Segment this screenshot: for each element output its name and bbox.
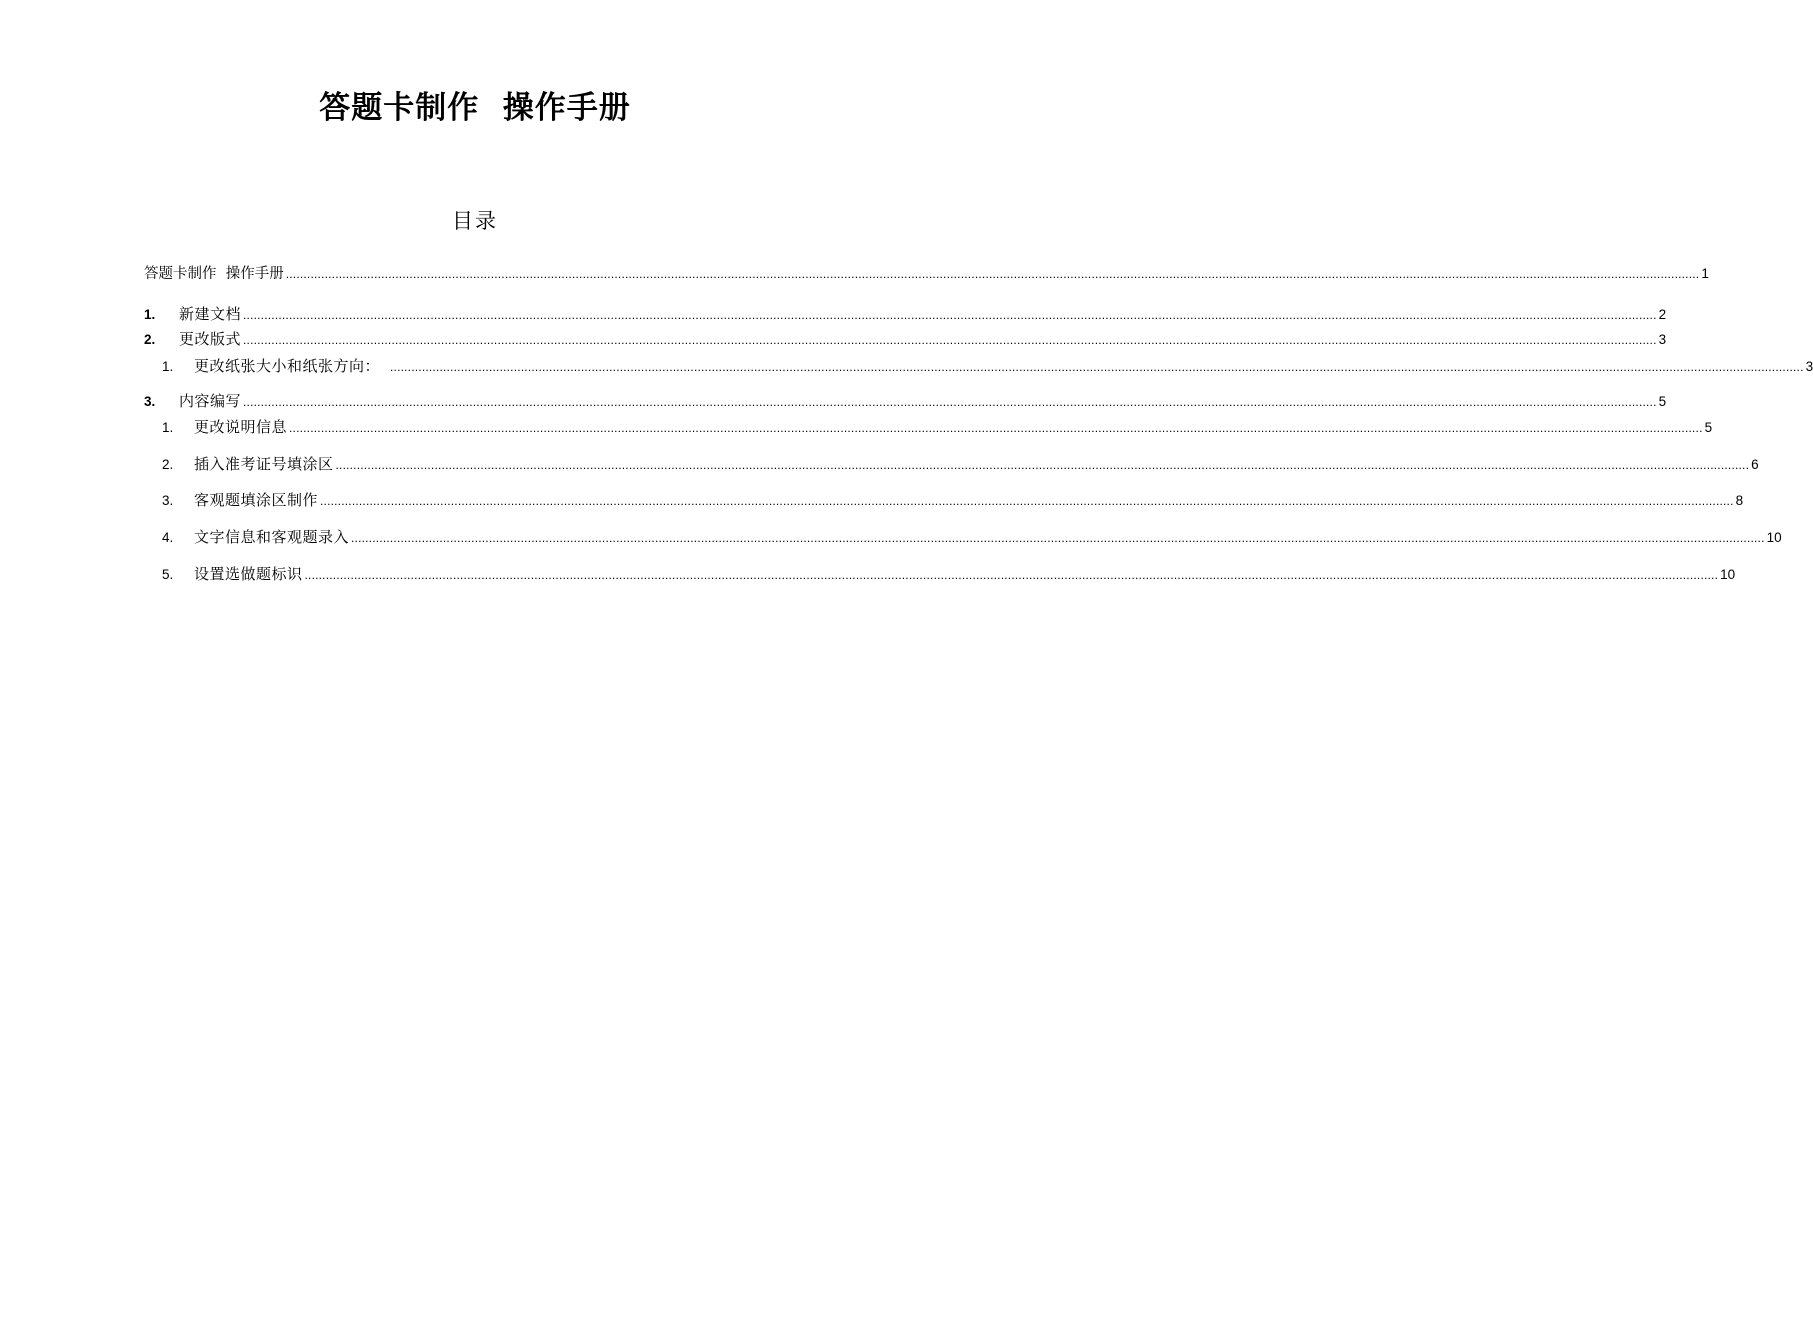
toc-leader-dots: ................................................................................................................................................................................................................................................................................................................................................................................................................ [243,395,1657,409]
toc-entry-text: 更改说明信息 [194,418,288,436]
toc-page-number: 10 [1766,530,1782,545]
toc-entry-number: 1. [144,307,156,322]
toc-entry-number: 2. [162,457,174,472]
toc-entry-number: 2. [144,332,156,347]
document-title: 答题卡制作 操作手册 [319,90,631,126]
toc-leader-dots: ................................................................................................................................................................................................................................................................................................................................................................................................................ [351,531,1765,545]
toc-entry-change-layout[interactable] [144,327,1667,351]
toc-page-number: 2 [1658,307,1667,322]
toc-leader-dots: ................................................................................................................................................................................................................................................................................................................................................................................................................ [243,308,1657,322]
toc-leader-dots: ................................................................................................................................................................................................................................................................................................................................................................................................................ [335,458,1750,472]
toc-page-number: 3 [1658,332,1667,347]
toc-entry-text: 设置选做题标识 [194,565,303,583]
toc-entry-description-info[interactable] [162,415,1713,439]
toc-entry-optional-marker[interactable] [162,562,1736,586]
toc-entry-objective-area[interactable] [162,488,1744,512]
toc-entry-text: 客观题填涂区制作 [194,491,319,509]
toc-entry-text: 文字信息和客观题录入 [194,528,350,546]
toc-entry-content-writing[interactable] [144,389,1667,413]
toc-page-number: 5 [1704,420,1713,435]
toc-entry-text-input[interactable] [162,525,1782,549]
toc-entry-number: 3. [144,394,156,409]
toc-entry-number: 4. [162,530,174,545]
toc-entry-number: 3. [162,493,174,508]
toc-leader-dots: ................................................................................................................................................................................................................................................................................................................................................................................................................ [289,421,1703,435]
toc-page-number: 6 [1751,457,1759,472]
toc-leader-dots: ................................................................................................................................................................................................................................................................................................................................................................................................................ [320,494,1734,508]
toc-entry-text: 更改版式 [179,330,242,348]
toc-leader-dots: ................................................................................................................................................................................................................................................................................................................................................................................................................ [243,333,1657,347]
toc-leader-dots: ................................................................................................................................................................................................................................................................................................................................................................................................................ [390,360,1804,374]
toc-entry-new-document[interactable] [144,302,1667,326]
toc-leader-dots: ................................................................................................................................................................................................................................................................................................................................................................................................................ [285,267,1700,281]
toc-entry-admission-number[interactable] [162,452,1759,476]
toc-heading: 目录 [452,209,498,233]
toc-entry-text: 更改纸张大小和纸张方向： [194,357,381,375]
toc-page-number: 8 [1735,493,1744,508]
toc-page-number: 5 [1658,394,1667,409]
toc-entry-text: 新建文档 [179,305,242,323]
toc-entry-paper-size[interactable] [162,354,1813,378]
toc-page-number: 10 [1720,567,1736,582]
toc-page-number: 3 [1805,359,1813,374]
toc-page-number: 1 [1701,266,1709,281]
toc-entry-number: 5. [162,567,174,582]
toc-entry-text: 插入准考证号填涂区 [194,455,334,473]
toc-entry-document-title[interactable] [144,262,1709,286]
toc-entry-text: 内容编写 [179,392,242,410]
toc-leader-dots: ................................................................................................................................................................................................................................................................................................................................................................................................................ [304,568,1719,582]
toc-entry-number: 1. [162,359,174,374]
toc-entry-text: 答题卡制作 操作手册 [144,266,284,282]
toc-entry-number: 1. [162,420,174,435]
